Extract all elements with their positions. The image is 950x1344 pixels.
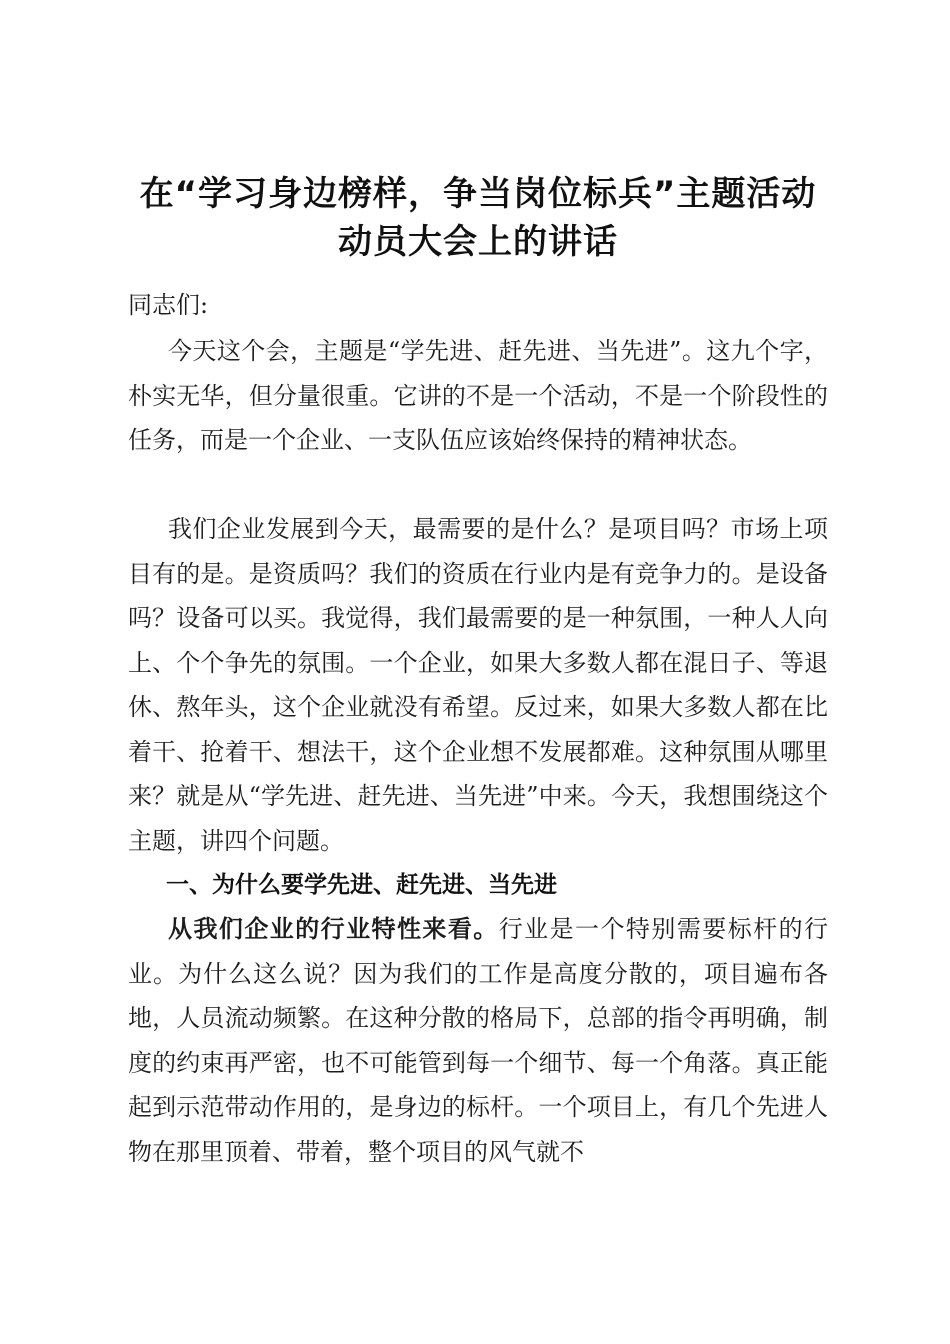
paragraph-lead-phrase: 从我们企业的行业特性来看。	[168, 915, 499, 943]
document-title-line-2: 动员大会上的讲话	[338, 222, 618, 262]
section-heading-1: 一、为什么要学先进、赶先进、当先进	[166, 872, 557, 898]
paragraph-industry-text: 行业是一个特别需要标杆的行业。为什么这么说？因为我们的工作是高度分散的，项目遍布各地，人员流动频繁。在这种分散的格局下，总部的指令再明确，制度的约束再严密，也不可能管到每一个细节、每一个角落。真正能起到示范带动作用的，是身边的标杆。一个项目上，有几个先进人物在那里顶着、带着，整个项目的风气就不	[128, 915, 829, 1166]
document-title-line-1: 在“学习身边榜样，争当岗位标兵”主题活动	[139, 174, 817, 214]
paragraph-opening: 今天这个会，主题是“学先进、赶先进、当先进”。这九个字，朴实无华，但分量很重。它讲的不是一个活动，不是一个阶段性的任务，而是一个企业、一支队伍应该始终保持的精神状态。	[128, 337, 828, 454]
paragraph-atmosphere: 我们企业发展到今天，最需要的是什么？是项目吗？市场上项目有的是。是资质吗？我们的资质在行业内是有竞争力的。是设备吗？设备可以买。我觉得，我们最需要的是一种氛围，一种人人向上、个个争先的氛围。一个企业，如果大多数人都在混日子、等退休、熬年头，这个企业就没有希望。反过来，如果大多数人都在比着干、抢着干、想法干，这个企业想不发展都难。这种氛围从哪里来？就是从“学先进、赶先进、当先进”中来。今天，我想围绕这个主题，讲四个问题。	[128, 515, 828, 855]
salutation: 同志们:	[128, 291, 209, 319]
paragraph-industry	[128, 907, 828, 1174]
